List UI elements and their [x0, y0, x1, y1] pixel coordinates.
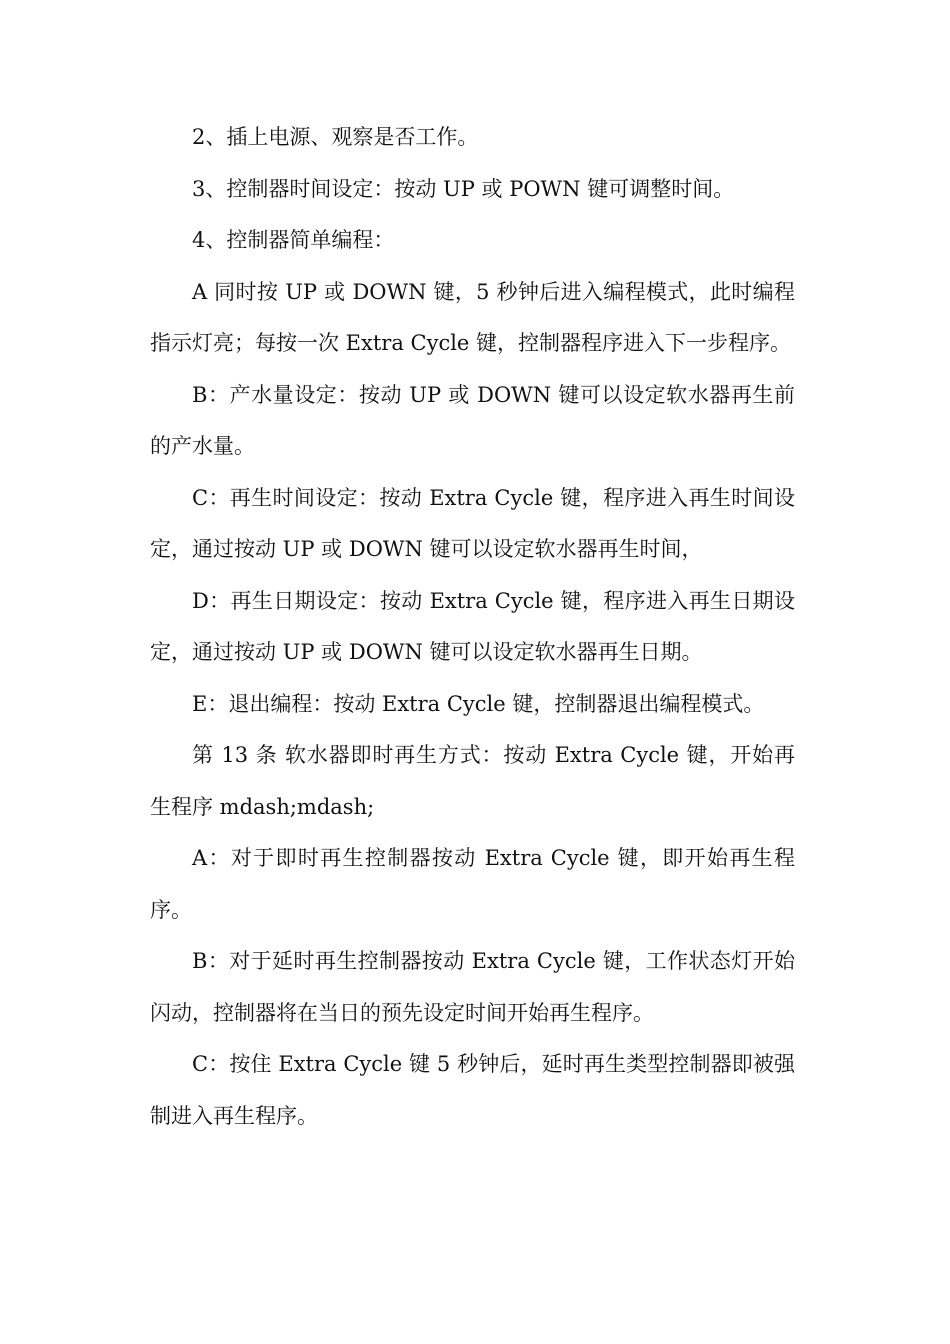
- paragraph-step-4-programming: 4、控制器简单编程：: [192, 228, 395, 252]
- paragraph-item-a-enter-program: A 同时按 UP 或 DOWN 键，5 秒钟后进入编程模式，此时编程指示灯亮；每按一次 Extra Cycle 键，控制器程序进入下一步程序。: [150, 279, 795, 355]
- paragraph-step-3-time-setting: 3、控制器时间设定：按动 UP 或 POWN 键可调整时间。: [192, 176, 735, 201]
- paragraph-item-b-delayed-regen: B：对于延时再生控制器按动 Extra Cycle 键，工作状态灯开始闪动，控制器将在当日的预先设定时间开始再生程序。: [150, 949, 795, 1025]
- paragraph-item-e-exit-program: E：退出编程：按动 Extra Cycle 键，控制器退出编程模式。: [192, 691, 765, 716]
- paragraph-item-d-regen-date: D：再生日期设定：按动 Extra Cycle 键，程序进入再生日期设定，通过按动 UP 或 DOWN 键可以设定软水器再生日期。: [150, 588, 795, 664]
- paragraph-step-2-power: 2、插上电源、观察是否工作。: [192, 125, 479, 149]
- paragraph-item-c-forced-regen: C：按住 Extra Cycle 键 5 秒钟后，延时再生类型控制器即被强制进入再生程序。: [150, 1052, 795, 1128]
- paragraph-item-a-instant-regen: A：对于即时再生控制器按动 Extra Cycle 键，即开始再生程序。: [150, 846, 795, 922]
- document-body: [150, 112, 795, 1142]
- paragraph-item-b-water-output: B：产水量设定：按动 UP 或 DOWN 键可以设定软水器再生前的产水量。: [150, 382, 795, 458]
- paragraph-item-c-regen-time: C：再生时间设定：按动 Extra Cycle 键，程序进入再生时间设定，通过按动 UP 或 DOWN 键可以设定软水器再生时间，: [150, 485, 795, 561]
- paragraph-article-13: 第 13 条 软水器即时再生方式：按动 Extra Cycle 键，开始再生程序 mdash;mdash;: [150, 743, 795, 819]
